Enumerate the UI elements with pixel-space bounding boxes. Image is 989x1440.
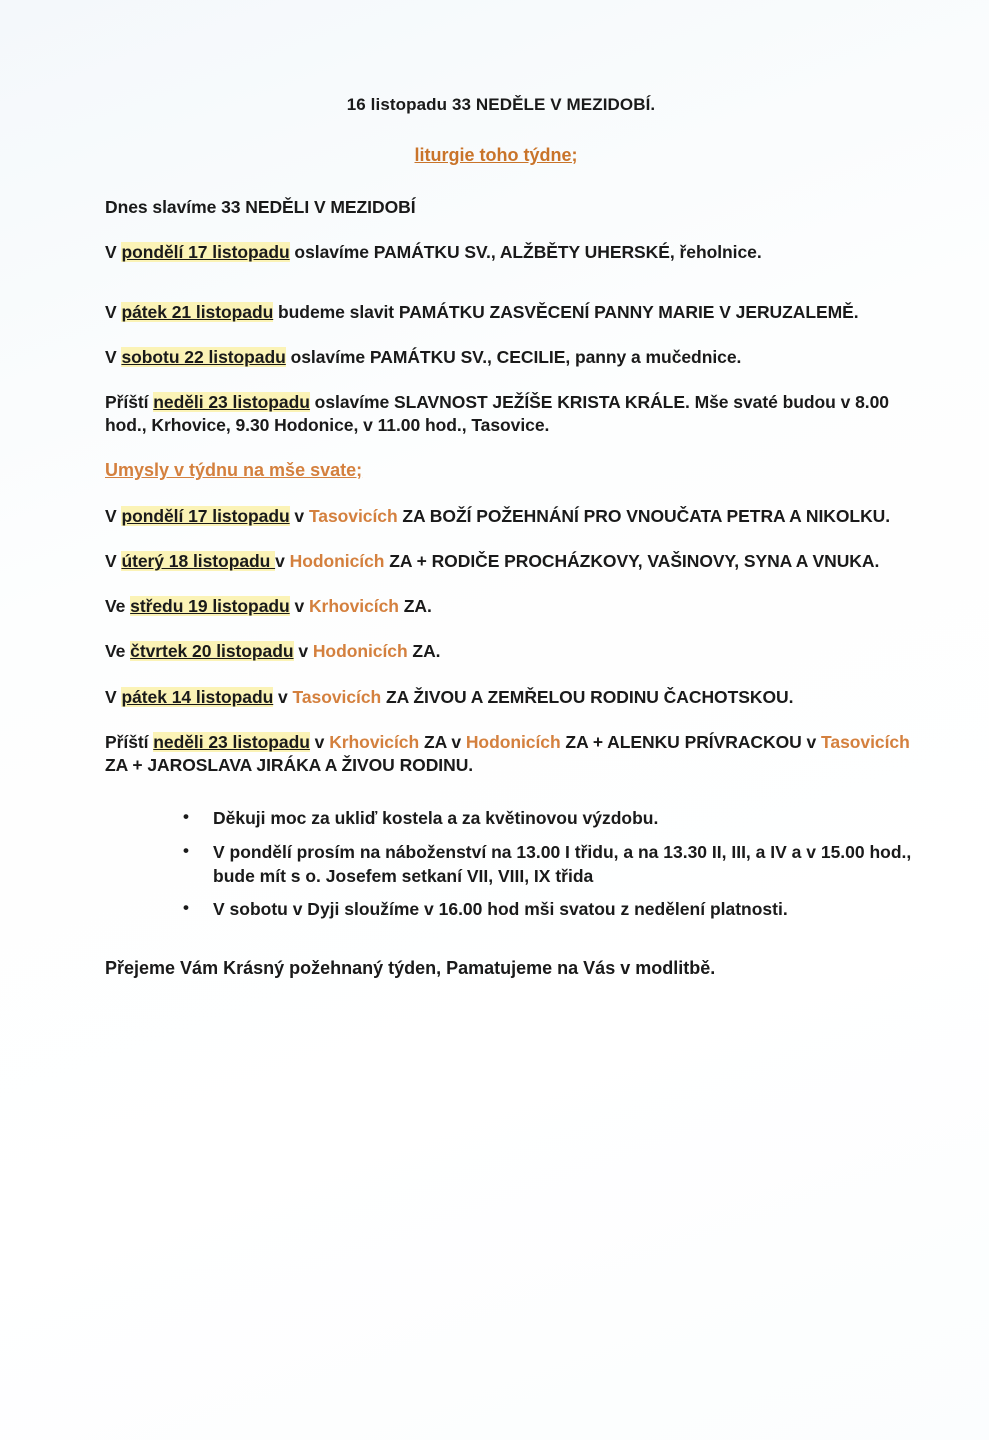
liturgy-sunday-text: oslavíme SLAVNOST JEŽÍŠE KRISTA KRÁLE. Mše svaté budou v 8.00 hod., Krhovice, 9.30 Hodonice, v 11.00 hod., Tasovice.	[105, 392, 889, 436]
liturgy-friday-text: budeme slavit PAMÁTKU ZASVĚCENÍ PANNY MARIE V JERUZALEMĚ.	[273, 301, 859, 322]
liturgy-monday-text: oslavíme PAMÁTKU SV., ALŽBĚTY UHERSKÉ, řeholnice.	[289, 242, 762, 263]
liturgy-item-monday	[105, 241, 927, 264]
intention-monday-place: Tasovicích	[308, 505, 398, 526]
intention-wednesday-prefix: Ve	[105, 596, 131, 617]
intention-friday-text: ZA ŽIVOU A ZEMŘELOU RODINU ČACHOTSKOU.	[381, 686, 794, 707]
intention-sunday-place-tasovice: Tasovicích	[821, 731, 910, 752]
intention-monday-prefix: V	[105, 505, 122, 526]
closing-text: Přejeme Vám Krásný požehnaný týden, Pamatujeme na Vás v modlitbě.	[105, 957, 716, 978]
liturgy-friday-prefix: V	[105, 301, 122, 322]
liturgy-saturday-prefix: V	[105, 346, 122, 367]
liturgy-saturday-text: oslavíme PAMÁTKU SV., CECILIE, panny a mučednice.	[285, 346, 742, 367]
intention-sunday-date: neděli 23 listopadu	[153, 731, 310, 752]
intention-sunday-part2: ZA v	[419, 731, 466, 752]
page-title: 16 listopadu 33 NEDĚLE V MEZIDOBÍ.	[346, 95, 656, 114]
intention-friday-prefix: V	[105, 686, 122, 707]
liturgy-item-saturday	[105, 346, 927, 369]
intention-thursday	[105, 640, 927, 663]
list-item: • V sobotu v Dyji sloužíme v 16.00 hod mši svatou z nedělení platnosti.	[183, 898, 927, 922]
intention-tuesday-date: úterý 18 listopadu	[121, 550, 276, 571]
liturgy-section-heading: liturgie toho týdne;	[414, 145, 578, 165]
intention-monday-mid: v	[289, 505, 309, 526]
intention-sunday-prefix: Příští	[105, 731, 154, 752]
intention-thursday-text: ZA.	[407, 641, 441, 662]
notices-list	[105, 807, 927, 922]
intention-friday-date: pátek 14 listopadu	[121, 686, 274, 707]
intention-sunday-place-krhovice: Krhovicích	[329, 731, 420, 752]
intention-tuesday-place: Hodonicích	[289, 550, 385, 571]
liturgy-sunday-date: neděli 23 listopadu	[153, 392, 310, 413]
intention-thursday-prefix: Ve	[105, 641, 131, 662]
list-item: • V pondělí prosím na náboženství na 13.00 I třidu, a na 13.30 II, III, a IV a v 15.00 hod., bude mít s o. Josefem setkaní VII, VIII, IX třida	[183, 841, 927, 888]
intention-sunday-part1: v	[309, 731, 330, 752]
intention-wednesday-place: Krhovicích	[308, 596, 399, 617]
intention-wednesday	[105, 595, 927, 618]
intention-sunday-place-hodonice: Hodonicích	[465, 731, 561, 752]
intention-sunday-part4: ZA + JAROSLAVA JIRÁKA A ŽIVOU RODINU.	[105, 755, 474, 776]
intention-friday-place: Tasovicích	[292, 686, 382, 707]
liturgy-monday-date: pondělí 17 listopadu	[121, 242, 290, 263]
intention-thursday-mid: v	[293, 641, 313, 662]
liturgy-friday-date: pátek 21 listopadu	[121, 301, 274, 322]
intention-monday-date: pondělí 17 listopadu	[121, 505, 290, 526]
intro-text: Dnes slavíme 33 NEDĚLI V MEZIDOBÍ	[105, 197, 416, 217]
intention-wednesday-date: středu 19 listopadu	[130, 596, 290, 617]
liturgy-item-sunday	[105, 391, 927, 438]
intentions-section-heading: Umysly v týdnu na mše svate;	[105, 459, 363, 480]
intention-monday-text: ZA BOŽÍ POŽEHNÁNÍ PRO VNOUČATA PETRA A NIKOLKU.	[397, 505, 891, 526]
intention-tuesday-mid: v	[275, 550, 290, 571]
intention-friday-mid: v	[273, 686, 293, 707]
intention-thursday-place: Hodonicích	[312, 641, 408, 662]
intention-sunday-part3: ZA + ALENKU PRÍVRACKOU v	[560, 731, 822, 752]
liturgy-saturday-date: sobotu 22 listopadu	[121, 346, 286, 367]
intention-thursday-date: čtvrtek 20 listopadu	[130, 641, 294, 662]
liturgy-sunday-prefix: Příští	[105, 392, 154, 413]
list-item: • Děkuji moc za ukliď kostela a za květinovou výzdobu.	[183, 807, 927, 831]
intention-tuesday	[105, 550, 927, 573]
intention-tuesday-text: ZA + RODIČE PROCHÁZKOVY, VAŠINOVY, SYNA A VNUKA.	[384, 550, 880, 571]
intention-wednesday-text: ZA.	[398, 596, 432, 617]
intention-tuesday-prefix: V	[105, 550, 122, 571]
intention-friday	[105, 686, 927, 709]
intention-wednesday-mid: v	[289, 596, 309, 617]
intention-sunday	[105, 731, 927, 778]
liturgy-monday-prefix: V	[105, 242, 122, 263]
liturgy-item-friday	[105, 301, 927, 324]
intention-monday	[105, 505, 927, 528]
